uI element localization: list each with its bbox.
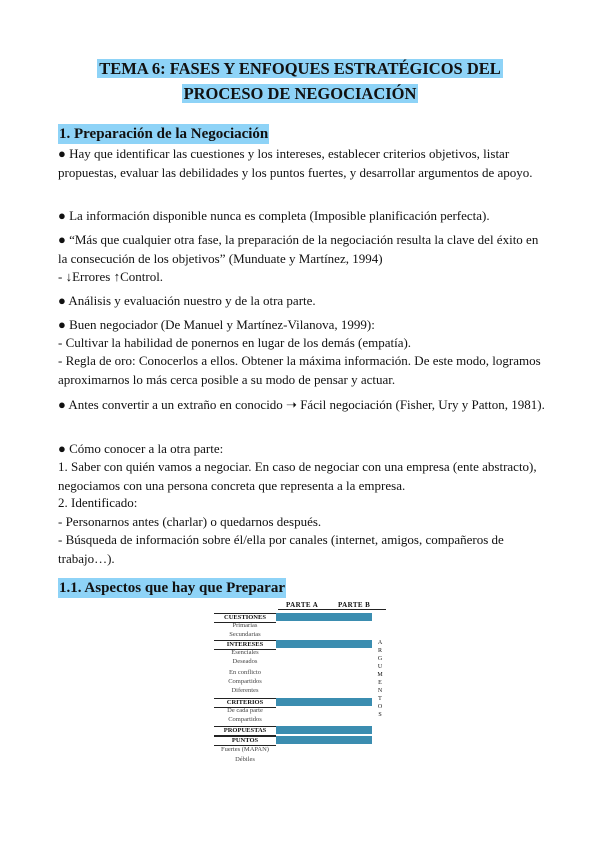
paragraph-extrano: ● Antes convertir a un extraño en conocido ➝ Fácil negociación (Fisher, Ury y Patton, 1981). <box>58 397 545 412</box>
vertical-letter: A <box>377 640 383 646</box>
paragraph-empatia: - Cultivar la habilidad de ponernos en lugar de los demás (empatía). <box>58 335 412 350</box>
vertical-letter: M <box>377 672 383 678</box>
worksheet-row: PROPUESTAS <box>214 726 372 734</box>
worksheet-fill <box>276 640 372 648</box>
vertical-letter: G <box>377 656 383 662</box>
paragraph-regla-oro: - Regla de oro: Conocerlos a ellos. Obtener la máxima información. De este modo, logramos aproximarnos lo más cerca posible a su modo de pensar y actuar. <box>58 353 541 387</box>
worksheet-row: Esenciales <box>231 649 259 656</box>
vertical-letter: N <box>377 688 383 694</box>
worksheet-row: En conflicto <box>229 669 261 676</box>
worksheet-fill <box>276 613 372 621</box>
worksheet-column-header <box>278 603 386 610</box>
worksheet-fill <box>276 726 372 734</box>
worksheet-row: Débiles <box>235 756 255 763</box>
section-heading-preparacion: 1. Preparación de la Negociación <box>59 126 269 142</box>
paragraph-informacion: ● La información disponible nunca es completa (Imposible planificación perfecta). <box>58 208 490 223</box>
worksheet-row: Fuertes (MAPAN) <box>221 746 269 753</box>
worksheet-row: De cada parte <box>227 707 263 714</box>
paragraph-analisis: ● Análisis y evaluación nuestro y de la otra parte. <box>58 293 316 308</box>
paragraph-busqueda: - Búsqueda de información sobre él/ella por canales (internet, amigos, compañeros de trabajo…). <box>58 532 504 566</box>
vertical-letter: T <box>378 696 382 702</box>
worksheet-row: INTERESES <box>214 640 372 648</box>
vertical-letter: R <box>377 648 382 654</box>
paragraph-identificar: ● Hay que identificar las cuestiones y los intereses, establecer criterios objetivos, listar propuestas, evaluar las debilidades y los puntos fuertes, y desarrollar argumentos de apoyo. <box>58 146 533 180</box>
worksheet-fill <box>276 698 372 706</box>
column-parte-b: PARTE B <box>338 601 371 609</box>
section-heading-aspectos: 1.1. Aspectos que hay que Preparar <box>59 580 285 596</box>
worksheet-row: Diferentes <box>231 687 259 694</box>
worksheet-row: Primarias <box>232 622 258 629</box>
column-parte-a: PARTE A <box>286 601 319 609</box>
paragraph-como-conocer: ● Cómo conocer a la otra parte: <box>58 441 224 456</box>
worksheet-row: Secundarias <box>229 631 261 638</box>
paragraph-personarnos: - Personarnos antes (charlar) o quedarnos después. <box>58 514 322 529</box>
paragraph-buen-negociador: ● Buen negociador (De Manuel y Martínez-Vilanova, 1999): <box>58 317 375 332</box>
worksheet-fill <box>276 736 372 744</box>
title-line-1: TEMA 6: FASES Y ENFOQUES ESTRATÉGICOS DEL <box>99 59 501 78</box>
paragraph-identificado: 2. Identificado: <box>58 495 138 510</box>
vertical-letter: S <box>378 712 382 718</box>
vertical-letter: U <box>377 664 383 670</box>
vertical-letter: E <box>378 680 382 686</box>
worksheet-row: CUESTIONES <box>214 613 372 621</box>
paragraph-cita: ● “Más que cualquier otra fase, la preparación de la negociación resulta la clave del éxito en la consecución de los objetivos” (Munduate y Martínez, 1994) <box>58 232 539 266</box>
preparation-worksheet <box>214 603 394 765</box>
argumentos-vertical-label <box>376 639 384 719</box>
worksheet-row: CRITERIOS <box>214 698 372 706</box>
paragraph-errores: - ↓Errores ↑Control. <box>58 269 164 284</box>
worksheet-row: Deseados <box>232 658 258 665</box>
worksheet-row: Compartidos <box>228 678 262 685</box>
vertical-letter: O <box>377 704 383 710</box>
worksheet-row: PUNTOS <box>214 736 372 744</box>
worksheet-row: Compartidos <box>228 716 262 723</box>
paragraph-saber-quien: 1. Saber con quién vamos a negociar. En caso de negociar con una empresa (ente abstracto), negociamos con una persona concreta que representa a la empresa. <box>58 459 537 493</box>
title-line-2: PROCESO DE NEGOCIACIÓN <box>183 84 417 103</box>
document-title <box>0 56 600 106</box>
